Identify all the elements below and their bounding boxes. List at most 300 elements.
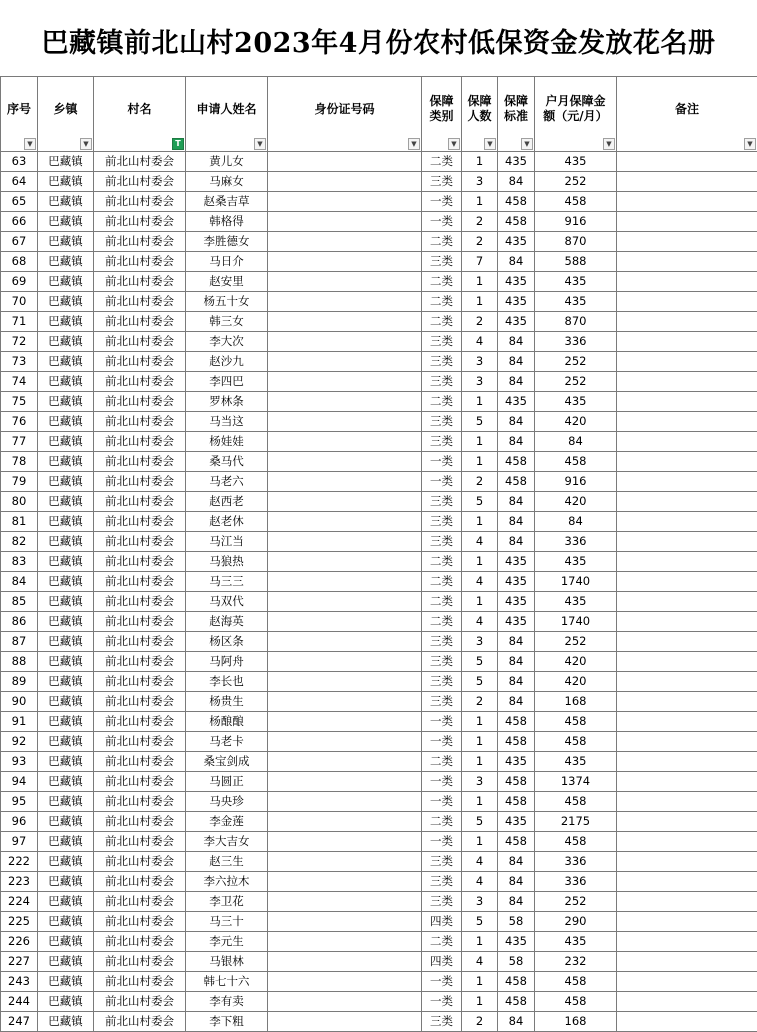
cell-village: 前北山村委会 — [94, 432, 186, 452]
cell-standard: 84 — [498, 172, 535, 192]
cell-applicant: 李有卖 — [186, 992, 268, 1012]
cell-count: 7 — [462, 252, 498, 272]
cell-type: 三类 — [422, 412, 462, 432]
cell-applicant: 马日介 — [186, 252, 268, 272]
cell-applicant: 马央珍 — [186, 792, 268, 812]
cell-standard: 84 — [498, 512, 535, 532]
cell-standard: 458 — [498, 832, 535, 852]
cell-standard: 435 — [498, 152, 535, 172]
cell-id: 74 — [1, 372, 38, 392]
cell-idno — [268, 272, 422, 292]
cell-idno — [268, 992, 422, 1012]
cell-village: 前北山村委会 — [94, 652, 186, 672]
cell-id: 73 — [1, 352, 38, 372]
cell-note — [617, 152, 757, 172]
cell-amount: 84 — [535, 432, 617, 452]
cell-town: 巴藏镇 — [38, 372, 94, 392]
cell-amount: 1740 — [535, 572, 617, 592]
cell-town: 巴藏镇 — [38, 312, 94, 332]
cell-standard: 58 — [498, 912, 535, 932]
header-id: 序号 ▼ — [1, 77, 38, 152]
cell-village: 前北山村委会 — [94, 372, 186, 392]
cell-note — [617, 272, 757, 292]
cell-idno — [268, 352, 422, 372]
cell-type: 一类 — [422, 452, 462, 472]
table-row — [1, 352, 757, 372]
cell-town: 巴藏镇 — [38, 952, 94, 972]
cell-village: 前北山村委会 — [94, 632, 186, 652]
table-row — [1, 972, 757, 992]
cell-count: 2 — [462, 212, 498, 232]
table-row — [1, 872, 757, 892]
cell-amount: 420 — [535, 652, 617, 672]
cell-type: 一类 — [422, 772, 462, 792]
cell-count: 1 — [462, 932, 498, 952]
cell-note — [617, 532, 757, 552]
table-row — [1, 792, 757, 812]
cell-type: 四类 — [422, 952, 462, 972]
cell-count: 5 — [462, 412, 498, 432]
cell-count: 1 — [462, 712, 498, 732]
cell-town: 巴藏镇 — [38, 492, 94, 512]
cell-idno — [268, 672, 422, 692]
cell-village: 前北山村委会 — [94, 692, 186, 712]
cell-note — [617, 312, 757, 332]
cell-type: 三类 — [422, 332, 462, 352]
cell-amount: 252 — [535, 632, 617, 652]
cell-applicant: 李大次 — [186, 332, 268, 352]
cell-amount: 458 — [535, 192, 617, 212]
filter-dropdown-icon[interactable]: ▼ — [448, 138, 460, 150]
cell-note — [617, 372, 757, 392]
cell-note — [617, 492, 757, 512]
cell-type: 一类 — [422, 832, 462, 852]
table-row — [1, 412, 757, 432]
cell-idno — [268, 312, 422, 332]
cell-idno — [268, 692, 422, 712]
cell-town: 巴藏镇 — [38, 632, 94, 652]
cell-village: 前北山村委会 — [94, 352, 186, 372]
filter-active-icon[interactable]: T — [172, 138, 184, 150]
cell-town: 巴藏镇 — [38, 852, 94, 872]
cell-idno — [268, 852, 422, 872]
cell-note — [617, 292, 757, 312]
cell-idno — [268, 872, 422, 892]
cell-type: 一类 — [422, 472, 462, 492]
cell-idno — [268, 712, 422, 732]
cell-amount: 458 — [535, 452, 617, 472]
cell-amount: 336 — [535, 872, 617, 892]
cell-town: 巴藏镇 — [38, 932, 94, 952]
cell-note — [617, 772, 757, 792]
cell-amount: 458 — [535, 832, 617, 852]
cell-amount: 336 — [535, 532, 617, 552]
cell-id: 91 — [1, 712, 38, 732]
filter-dropdown-icon[interactable]: ▼ — [408, 138, 420, 150]
cell-type: 二类 — [422, 312, 462, 332]
cell-standard: 84 — [498, 632, 535, 652]
cell-count: 4 — [462, 612, 498, 632]
cell-id: 243 — [1, 972, 38, 992]
cell-village: 前北山村委会 — [94, 612, 186, 632]
cell-note — [617, 612, 757, 632]
cell-idno — [268, 932, 422, 952]
cell-note — [617, 952, 757, 972]
cell-type: 三类 — [422, 172, 462, 192]
table-row — [1, 232, 757, 252]
cell-type: 二类 — [422, 272, 462, 292]
cell-count: 4 — [462, 852, 498, 872]
cell-applicant: 李下粗 — [186, 1012, 268, 1032]
cell-village: 前北山村委会 — [94, 672, 186, 692]
cell-applicant: 马阿舟 — [186, 652, 268, 672]
cell-id: 222 — [1, 852, 38, 872]
cell-town: 巴藏镇 — [38, 972, 94, 992]
cell-id: 94 — [1, 772, 38, 792]
cell-amount: 458 — [535, 972, 617, 992]
cell-village: 前北山村委会 — [94, 192, 186, 212]
cell-note — [617, 412, 757, 432]
cell-type: 三类 — [422, 372, 462, 392]
cell-applicant: 马狼热 — [186, 552, 268, 572]
cell-amount: 1374 — [535, 772, 617, 792]
cell-applicant: 李四巴 — [186, 372, 268, 392]
cell-village: 前北山村委会 — [94, 872, 186, 892]
cell-type: 一类 — [422, 992, 462, 1012]
table-row — [1, 612, 757, 632]
table-row — [1, 852, 757, 872]
cell-id: 82 — [1, 532, 38, 552]
cell-town: 巴藏镇 — [38, 712, 94, 732]
table-row — [1, 672, 757, 692]
cell-amount: 435 — [535, 752, 617, 772]
cell-count: 3 — [462, 772, 498, 792]
cell-amount: 435 — [535, 932, 617, 952]
cell-amount: 870 — [535, 312, 617, 332]
cell-village: 前北山村委会 — [94, 232, 186, 252]
cell-count: 2 — [462, 232, 498, 252]
cell-note — [617, 712, 757, 732]
cell-standard: 435 — [498, 232, 535, 252]
table-row — [1, 552, 757, 572]
cell-applicant: 李金莲 — [186, 812, 268, 832]
cell-count: 3 — [462, 352, 498, 372]
cell-idno — [268, 492, 422, 512]
cell-idno — [268, 232, 422, 252]
cell-id: 86 — [1, 612, 38, 632]
cell-applicant: 李六拉木 — [186, 872, 268, 892]
cell-applicant: 马老六 — [186, 472, 268, 492]
table-row — [1, 372, 757, 392]
cell-id: 66 — [1, 212, 38, 232]
cell-amount: 232 — [535, 952, 617, 972]
cell-village: 前北山村委会 — [94, 592, 186, 612]
cell-idno — [268, 792, 422, 812]
cell-standard: 435 — [498, 312, 535, 332]
cell-type: 三类 — [422, 632, 462, 652]
table-row — [1, 932, 757, 952]
cell-town: 巴藏镇 — [38, 1012, 94, 1032]
cell-applicant: 韩三女 — [186, 312, 268, 332]
table-row — [1, 732, 757, 752]
cell-count: 1 — [462, 192, 498, 212]
cell-town: 巴藏镇 — [38, 752, 94, 772]
cell-town: 巴藏镇 — [38, 672, 94, 692]
cell-applicant: 韩格得 — [186, 212, 268, 232]
cell-amount: 168 — [535, 692, 617, 712]
cell-village: 前北山村委会 — [94, 852, 186, 872]
cell-village: 前北山村委会 — [94, 252, 186, 272]
table-row — [1, 892, 757, 912]
cell-amount: 435 — [535, 392, 617, 412]
cell-note — [617, 512, 757, 532]
cell-count: 2 — [462, 692, 498, 712]
table-row — [1, 392, 757, 412]
table-row — [1, 192, 757, 212]
cell-amount: 435 — [535, 272, 617, 292]
cell-count: 2 — [462, 472, 498, 492]
cell-applicant: 马双代 — [186, 592, 268, 612]
table-row — [1, 152, 757, 172]
document-title: 巴藏镇前北山村2023年4月份农村低保资金发放花名册 — [41, 27, 716, 59]
cell-village: 前北山村委会 — [94, 312, 186, 332]
cell-count: 3 — [462, 892, 498, 912]
cell-note — [617, 932, 757, 952]
filter-dropdown-icon[interactable]: ▼ — [484, 138, 496, 150]
cell-type: 二类 — [422, 592, 462, 612]
header-amount: 户月保障金额（元/月） ▼ — [535, 77, 617, 152]
cell-village: 前北山村委会 — [94, 272, 186, 292]
filter-dropdown-icon[interactable]: ▼ — [521, 138, 533, 150]
cell-applicant: 桑马代 — [186, 452, 268, 472]
cell-type: 一类 — [422, 972, 462, 992]
filter-dropdown-icon[interactable]: ▼ — [744, 138, 756, 150]
table-body — [1, 152, 757, 1032]
cell-id: 80 — [1, 492, 38, 512]
cell-count: 4 — [462, 872, 498, 892]
cell-count: 2 — [462, 1012, 498, 1032]
cell-applicant: 马江当 — [186, 532, 268, 552]
filter-dropdown-icon[interactable]: ▼ — [80, 138, 92, 150]
cell-village: 前北山村委会 — [94, 912, 186, 932]
cell-applicant: 马银林 — [186, 952, 268, 972]
cell-village: 前北山村委会 — [94, 392, 186, 412]
cell-count: 1 — [462, 792, 498, 812]
cell-standard: 84 — [498, 692, 535, 712]
cell-applicant: 马老卡 — [186, 732, 268, 752]
cell-village: 前北山村委会 — [94, 332, 186, 352]
cell-type: 二类 — [422, 152, 462, 172]
table-row — [1, 952, 757, 972]
table-row — [1, 592, 757, 612]
cell-amount: 290 — [535, 912, 617, 932]
cell-id: 225 — [1, 912, 38, 932]
cell-id: 96 — [1, 812, 38, 832]
cell-standard: 84 — [498, 252, 535, 272]
cell-id: 71 — [1, 312, 38, 332]
cell-village: 前北山村委会 — [94, 1012, 186, 1032]
cell-id: 93 — [1, 752, 38, 772]
cell-village: 前北山村委会 — [94, 772, 186, 792]
cell-standard: 84 — [498, 412, 535, 432]
cell-idno — [268, 212, 422, 232]
cell-applicant: 杨区条 — [186, 632, 268, 652]
cell-note — [617, 212, 757, 232]
filter-dropdown-icon[interactable]: ▼ — [254, 138, 266, 150]
cell-applicant: 李胜德女 — [186, 232, 268, 252]
cell-note — [617, 552, 757, 572]
cell-count: 1 — [462, 732, 498, 752]
cell-type: 一类 — [422, 212, 462, 232]
cell-applicant: 韩七十六 — [186, 972, 268, 992]
cell-amount: 420 — [535, 672, 617, 692]
cell-standard: 435 — [498, 552, 535, 572]
cell-applicant: 马三十 — [186, 912, 268, 932]
cell-idno — [268, 952, 422, 972]
cell-note — [617, 892, 757, 912]
cell-standard: 84 — [498, 872, 535, 892]
cell-count: 3 — [462, 372, 498, 392]
cell-id: 78 — [1, 452, 38, 472]
table-row — [1, 452, 757, 472]
filter-dropdown-icon[interactable]: ▼ — [24, 138, 36, 150]
cell-id: 72 — [1, 332, 38, 352]
cell-amount: 252 — [535, 172, 617, 192]
cell-standard: 84 — [498, 1012, 535, 1032]
filter-dropdown-icon[interactable]: ▼ — [603, 138, 615, 150]
cell-town: 巴藏镇 — [38, 792, 94, 812]
cell-id: 77 — [1, 432, 38, 452]
cell-village: 前北山村委会 — [94, 932, 186, 952]
cell-id: 70 — [1, 292, 38, 312]
cell-town: 巴藏镇 — [38, 212, 94, 232]
cell-village: 前北山村委会 — [94, 952, 186, 972]
cell-amount: 458 — [535, 992, 617, 1012]
cell-applicant: 李卫花 — [186, 892, 268, 912]
cell-amount: 168 — [535, 1012, 617, 1032]
cell-id: 79 — [1, 472, 38, 492]
cell-note — [617, 912, 757, 932]
cell-town: 巴藏镇 — [38, 992, 94, 1012]
cell-standard: 84 — [498, 852, 535, 872]
cell-idno — [268, 972, 422, 992]
cell-id: 95 — [1, 792, 38, 812]
cell-idno — [268, 812, 422, 832]
cell-idno — [268, 252, 422, 272]
cell-id: 92 — [1, 732, 38, 752]
cell-town: 巴藏镇 — [38, 812, 94, 832]
cell-note — [617, 812, 757, 832]
cell-type: 二类 — [422, 392, 462, 412]
table-row — [1, 712, 757, 732]
cell-id: 227 — [1, 952, 38, 972]
cell-standard: 458 — [498, 212, 535, 232]
cell-town: 巴藏镇 — [38, 612, 94, 632]
cell-standard: 435 — [498, 932, 535, 952]
cell-id: 97 — [1, 832, 38, 852]
cell-applicant: 马当这 — [186, 412, 268, 432]
cell-village: 前北山村委会 — [94, 972, 186, 992]
cell-idno — [268, 832, 422, 852]
cell-note — [617, 592, 757, 612]
header-type: 保障类别 ▼ — [422, 77, 462, 152]
cell-standard: 435 — [498, 392, 535, 412]
cell-town: 巴藏镇 — [38, 192, 94, 212]
table-row — [1, 912, 757, 932]
cell-standard: 435 — [498, 292, 535, 312]
header-standard: 保障标准 ▼ — [498, 77, 535, 152]
cell-amount: 84 — [535, 512, 617, 532]
cell-type: 一类 — [422, 192, 462, 212]
cell-id: 223 — [1, 872, 38, 892]
cell-type: 三类 — [422, 672, 462, 692]
cell-idno — [268, 172, 422, 192]
cell-idno — [268, 732, 422, 752]
cell-town: 巴藏镇 — [38, 232, 94, 252]
cell-id: 83 — [1, 552, 38, 572]
cell-id: 69 — [1, 272, 38, 292]
cell-count: 3 — [462, 172, 498, 192]
table-row — [1, 212, 757, 232]
cell-amount: 420 — [535, 492, 617, 512]
cell-note — [617, 632, 757, 652]
cell-applicant: 赵桑吉草 — [186, 192, 268, 212]
cell-amount: 916 — [535, 472, 617, 492]
allowance-roster-table — [0, 76, 757, 1032]
cell-idno — [268, 532, 422, 552]
cell-town: 巴藏镇 — [38, 412, 94, 432]
table-row — [1, 492, 757, 512]
cell-count: 4 — [462, 952, 498, 972]
cell-note — [617, 692, 757, 712]
cell-idno — [268, 752, 422, 772]
cell-idno — [268, 632, 422, 652]
cell-amount: 435 — [535, 552, 617, 572]
cell-count: 4 — [462, 532, 498, 552]
cell-note — [617, 872, 757, 892]
cell-idno — [268, 152, 422, 172]
cell-village: 前北山村委会 — [94, 492, 186, 512]
cell-applicant: 赵海英 — [186, 612, 268, 632]
cell-town: 巴藏镇 — [38, 772, 94, 792]
cell-idno — [268, 572, 422, 592]
cell-id: 244 — [1, 992, 38, 1012]
cell-town: 巴藏镇 — [38, 652, 94, 672]
cell-applicant: 杨酿酿 — [186, 712, 268, 732]
cell-town: 巴藏镇 — [38, 572, 94, 592]
header-note: 备注 ▼ — [617, 77, 757, 152]
cell-idno — [268, 452, 422, 472]
cell-applicant: 赵三生 — [186, 852, 268, 872]
table-row — [1, 832, 757, 852]
cell-village: 前北山村委会 — [94, 552, 186, 572]
cell-applicant: 杨娃娃 — [186, 432, 268, 452]
cell-town: 巴藏镇 — [38, 172, 94, 192]
cell-applicant: 罗林条 — [186, 392, 268, 412]
header-idno: 身份证号码 ▼ — [268, 77, 422, 152]
cell-type: 三类 — [422, 872, 462, 892]
cell-amount: 336 — [535, 332, 617, 352]
table-row — [1, 812, 757, 832]
cell-applicant: 赵西老 — [186, 492, 268, 512]
cell-standard: 458 — [498, 992, 535, 1012]
cell-town: 巴藏镇 — [38, 292, 94, 312]
cell-type: 一类 — [422, 712, 462, 732]
cell-count: 1 — [462, 272, 498, 292]
cell-id: 87 — [1, 632, 38, 652]
cell-type: 三类 — [422, 432, 462, 452]
cell-standard: 84 — [498, 652, 535, 672]
